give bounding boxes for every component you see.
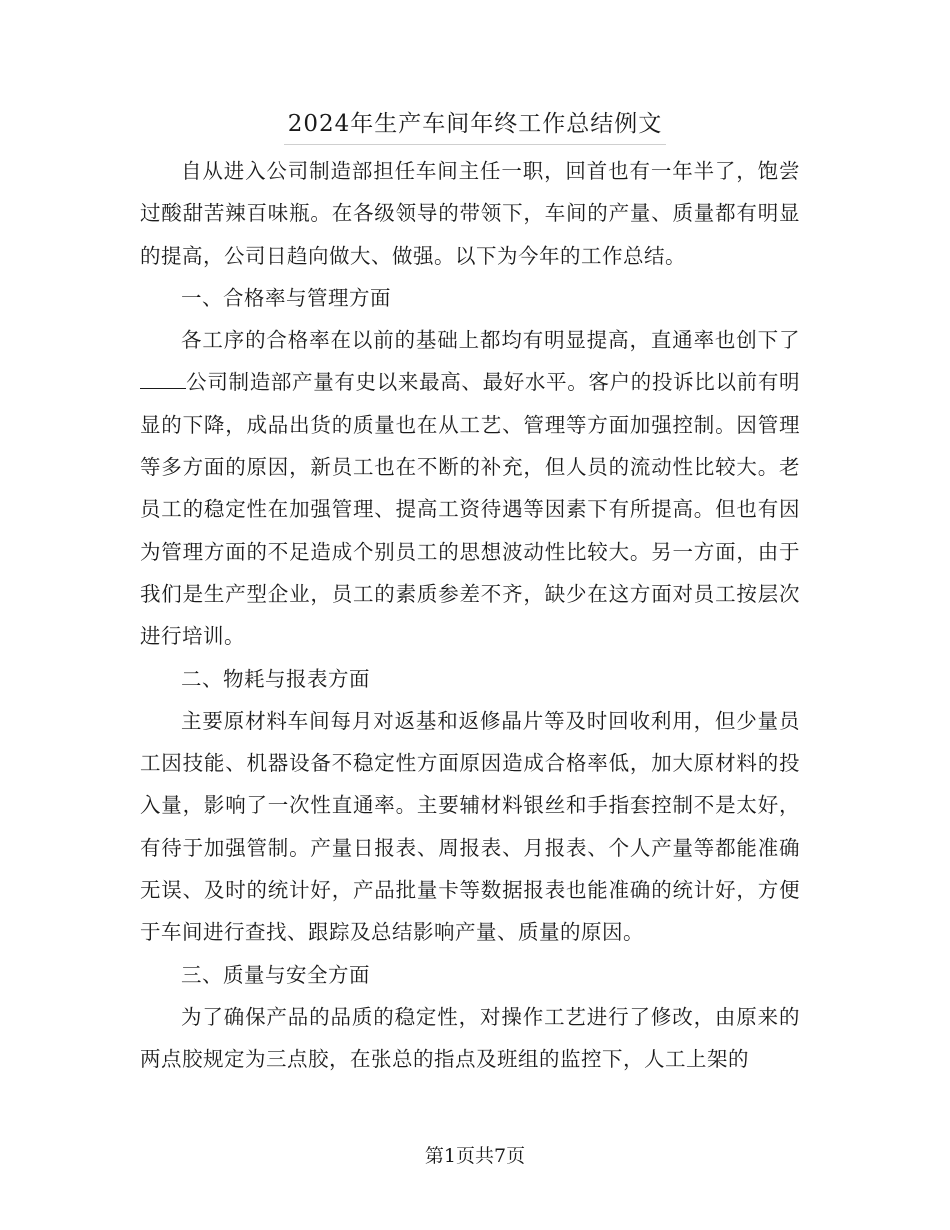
section2-paragraph: 主要原材料车间每月对返基和返修晶片等及时回收利用，但少量员工因技能、机器设备不稳定性方面原因造成合格率低，加大原材料的投入量，影响了一次性直通率。主要辅材料银丝和手指套控制不是太好，有待于加强管制。产量日报表、周报表、月报表、个人产量等都能准确无误、及时的统计好，产品批量卡等数据报表也能准确的统计好，方便于车间进行查找、跟踪及总结影响产量、质量的原因。 (140, 708, 800, 945)
section1-paragraph (140, 319, 800, 657)
section3-heading: 三、质量与安全方面 (181, 962, 370, 987)
document-body (140, 150, 800, 1081)
fill-in-blank (140, 372, 186, 389)
section2-heading: 二、物耗与报表方面 (181, 666, 370, 691)
section1-heading: 一、合格率与管理方面 (181, 285, 391, 310)
section3-paragraph: 为了确保产品的品质的稳定性，对操作工艺进行了修改，由原来的两点胶规定为三点胶，在张总的指点及班组的监控下，人工上架的 (140, 1004, 800, 1072)
document-title (0, 104, 950, 145)
document-title-text: 2024年生产车间年终工作总结例文 (284, 104, 667, 145)
section1-text-part2: 公司制造部产量有史以来最高、最好水平。客户的投诉比以前有明显的下降，成品出货的质量也在从工艺、管理等方面加强控制。因管理等多方面的原因，新员工也在不断的补充，但人员的流动性比较大。老员工的稳定性在加强管理、提高工资待遇等因素下有所提高。但也有因为管理方面的不足造成个别员工的思想波动性比较大。另一方面，由于我们是生产型企业，员工的素质参差不齐，缺少在这方面对员工按层次进行培训。 (140, 370, 800, 649)
page-number-footer: 第1页共7页 (424, 1145, 526, 1167)
section1-text-part1: 各工序的合格率在以前的基础上都均有明显提高，直通率也创下了 (181, 328, 800, 353)
intro-paragraph: 自从进入公司制造部担任车间主任一职，回首也有一年半了，饱尝过酸甜苦辣百味瓶。在各级领导的带领下，车间的产量、质量都有明显的提高，公司日趋向做大、做强。以下为今年的工作总结。 (140, 159, 800, 268)
